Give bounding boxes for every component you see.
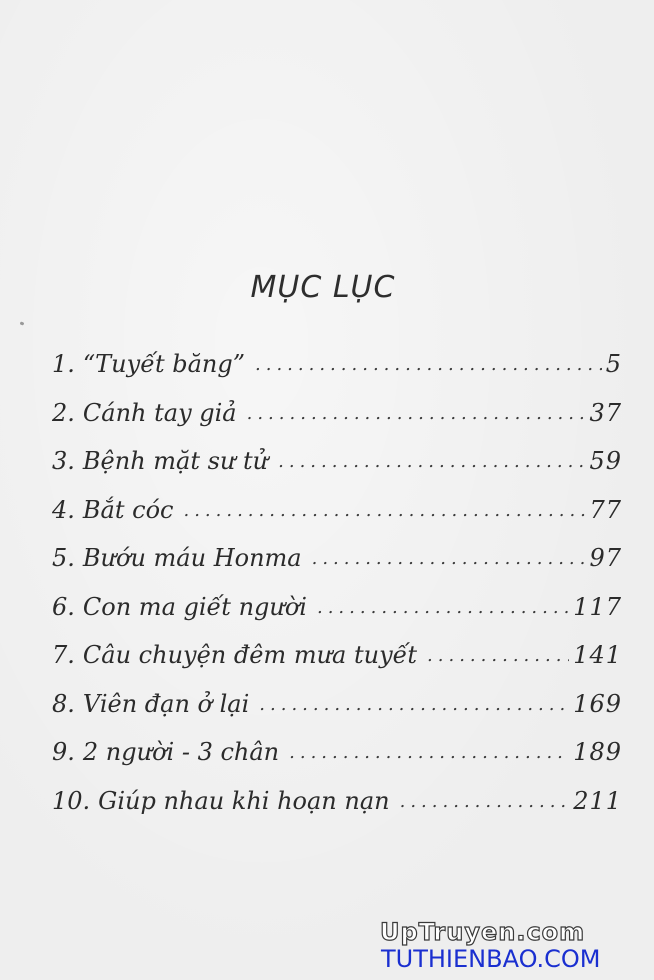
dot-leader [255,354,602,375]
toc-entry-number: 5. [52,544,75,572]
toc-entry-title: Bắt cóc [82,495,174,524]
toc-entry-page: 141 [573,641,622,669]
dot-leader [278,451,585,472]
dot-leader [247,403,586,424]
toc-entry-title: Bệnh mặt sư tử [82,447,269,475]
toc-entry-7 [52,641,622,690]
toc-entry-title: Câu chuyện đêm mưa tuyết [82,641,418,669]
toc-entry-number: 2. [52,398,75,427]
toc-list [52,350,622,835]
toc-heading: MỤC LỤC [250,270,396,305]
toc-entry-page: 97 [589,544,622,572]
toc-entry-page: 211 [573,786,622,815]
dot-leader [183,500,585,521]
toc-entry-title: “Tuyết băng” [82,350,245,378]
scan-speck [20,321,25,325]
toc-entry-number: 9. [52,738,75,766]
toc-entry-page: 117 [573,592,622,621]
toc-entry-5 [52,544,622,593]
toc-entry-title: Viên đạn ở lại [82,689,250,718]
toc-entry-title: Cánh tay giả [82,398,237,427]
toc-entry-3 [52,447,622,496]
dot-leader [312,548,586,569]
toc-entry-title: Bướu máu Honma [82,544,302,572]
toc-entry-page: 169 [573,689,622,718]
dot-leader [400,791,570,812]
toc-entry-number: 8. [52,689,75,718]
toc-entry-number: 10. [52,786,91,815]
toc-entry-number: 1. [52,350,75,378]
dot-leader [259,694,569,715]
watermark-tuthienbao: TUTHIENBAO.COM [381,945,601,973]
watermark-uptruyen: UpTruyen.com [380,918,586,946]
toc-entry-4 [52,496,622,545]
dot-leader [427,645,569,666]
toc-entry-number: 6. [52,592,75,621]
toc-entry-2 [52,399,622,448]
toc-entry-9 [52,738,622,787]
toc-entry-1 [52,350,622,399]
toc-entry-page: 77 [589,495,622,524]
toc-entry-6 [52,593,622,642]
toc-entry-number: 3. [52,447,75,475]
toc-entry-page: 37 [589,398,622,427]
toc-entry-title: Con ma giết người [82,592,307,621]
toc-entry-number: 7. [52,641,75,669]
toc-entry-title: Giúp nhau khi hoạn nạn [98,786,390,815]
toc-entry-number: 4. [52,495,75,524]
toc-entry-8 [52,690,622,739]
dot-leader [317,597,569,618]
toc-entry-page: 189 [573,738,622,766]
toc-entry-page: 5 [605,350,622,378]
toc-entry-10 [52,787,622,836]
dot-leader [289,742,569,763]
toc-entry-title: 2 người - 3 chân [82,738,280,766]
toc-entry-page: 59 [589,447,622,475]
